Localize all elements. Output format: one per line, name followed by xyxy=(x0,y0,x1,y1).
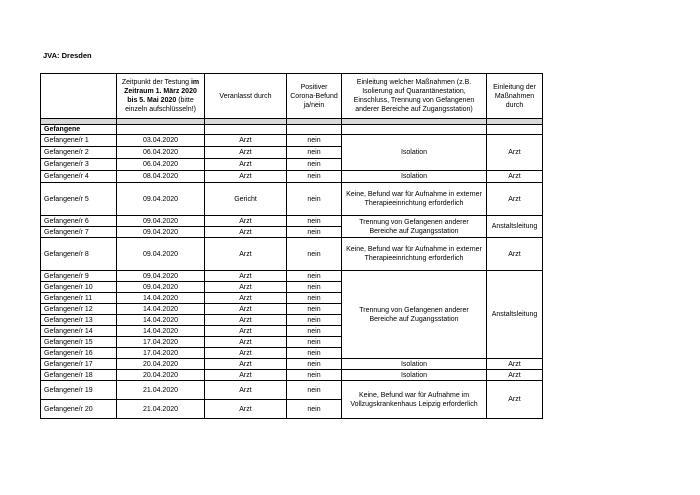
row-name: Gefangene/r 20 xyxy=(41,400,117,419)
row-name: Gefangene/r 5 xyxy=(41,183,117,216)
row-date: 09.04.2020 xyxy=(117,238,205,271)
row-result: nein xyxy=(287,359,342,370)
row-date: 14.04.2020 xyxy=(117,293,205,304)
row-result: nein xyxy=(287,326,342,337)
row-date: 09.04.2020 xyxy=(117,216,205,227)
row-result: nein xyxy=(287,216,342,227)
row-name: Gefangene/r 14 xyxy=(41,326,117,337)
header-row xyxy=(41,74,543,119)
row-name: Gefangene/r 2 xyxy=(41,147,117,159)
header-initiated-by: Veranlasst durch xyxy=(205,74,287,119)
row-measure: Keine, Befund war für Aufnahme im Vollzugskrankenhaus Leipzig erforderlich xyxy=(342,381,487,419)
row-date: 06.04.2020 xyxy=(117,147,205,159)
row-measure-by: Arzt xyxy=(487,238,543,271)
row-initiated-by: Arzt xyxy=(205,359,287,370)
row-measure: Trennung von Gefangenen anderer Bereiche auf Zugangsstation xyxy=(342,271,487,359)
row-initiated-by: Arzt xyxy=(205,271,287,282)
row-measure-by: Anstaltsleitung xyxy=(487,216,543,238)
row-name: Gefangene/r 11 xyxy=(41,293,117,304)
row-result: nein xyxy=(287,135,342,147)
row-measure: Isolation xyxy=(342,135,487,171)
row-name: Gefangene/r 8 xyxy=(41,238,117,271)
row-measure-by: Arzt xyxy=(487,359,543,370)
row-initiated-by: Arzt xyxy=(205,304,287,315)
table-row xyxy=(41,271,543,282)
row-initiated-by: Arzt xyxy=(205,227,287,238)
row-measure: Isolation xyxy=(342,359,487,370)
row-name: Gefangene/r 18 xyxy=(41,370,117,381)
row-initiated-by: Arzt xyxy=(205,400,287,419)
table-row xyxy=(41,381,543,400)
row-initiated-by: Arzt xyxy=(205,348,287,359)
table-row xyxy=(41,135,543,147)
row-initiated-by: Arzt xyxy=(205,293,287,304)
row-date: 17.04.2020 xyxy=(117,348,205,359)
row-name: Gefangene/r 9 xyxy=(41,271,117,282)
row-measure: Keine, Befund war für Aufnahme in externer Therapieeinrichtung erforderlich xyxy=(342,238,487,271)
header-test-date-bold-b: Zeitraum 1. März 2020 bis 5. Mai 2020 xyxy=(124,88,197,104)
row-measure: Isolation xyxy=(342,171,487,183)
row-initiated-by: Arzt xyxy=(205,135,287,147)
row-initiated-by: Arzt xyxy=(205,147,287,159)
row-initiated-by: Arzt xyxy=(205,381,287,400)
row-result: nein xyxy=(287,304,342,315)
row-result: nein xyxy=(287,348,342,359)
row-measure-by: Arzt xyxy=(487,183,543,216)
row-initiated-by: Arzt xyxy=(205,326,287,337)
row-name: Gefangene/r 15 xyxy=(41,337,117,348)
row-date: 21.04.2020 xyxy=(117,400,205,419)
table-row xyxy=(41,359,543,370)
row-result: nein xyxy=(287,147,342,159)
row-initiated-by: Arzt xyxy=(205,171,287,183)
row-date: 06.04.2020 xyxy=(117,159,205,171)
row-measure-by: Arzt xyxy=(487,171,543,183)
testing-table xyxy=(40,73,543,419)
row-measure-by: Arzt xyxy=(487,370,543,381)
row-result: nein xyxy=(287,227,342,238)
table-row xyxy=(41,171,543,183)
row-result: nein xyxy=(287,171,342,183)
row-date: 20.04.2020 xyxy=(117,359,205,370)
row-result: nein xyxy=(287,282,342,293)
row-initiated-by: Arzt xyxy=(205,238,287,271)
row-date: 21.04.2020 xyxy=(117,381,205,400)
row-name: Gefangene/r 6 xyxy=(41,216,117,227)
row-name: Gefangene/r 12 xyxy=(41,304,117,315)
header-measures: Einleitung welcher Maßnahmen (z.B. Isolierung auf Quarantänestation, Einschluss, Trennung von Gefangenen anderer Bereiche auf Zugangsstation) xyxy=(342,74,487,119)
row-name: Gefangene/r 13 xyxy=(41,315,117,326)
row-date: 08.04.2020 xyxy=(117,171,205,183)
row-initiated-by: Arzt xyxy=(205,216,287,227)
row-name: Gefangene/r 7 xyxy=(41,227,117,238)
table-row xyxy=(41,238,543,271)
row-result: nein xyxy=(287,315,342,326)
row-date: 09.04.2020 xyxy=(117,183,205,216)
header-test-date-pre: Zeitpunkt der Testung xyxy=(121,79,191,86)
row-initiated-by: Arzt xyxy=(205,159,287,171)
row-initiated-by: Arzt xyxy=(205,282,287,293)
table-row xyxy=(41,183,543,216)
row-date: 14.04.2020 xyxy=(117,315,205,326)
row-date: 09.04.2020 xyxy=(117,271,205,282)
table-row xyxy=(41,370,543,381)
row-initiated-by: Arzt xyxy=(205,337,287,348)
row-name: Gefangene/r 1 xyxy=(41,135,117,147)
row-result: nein xyxy=(287,183,342,216)
row-date: 14.04.2020 xyxy=(117,304,205,315)
row-measure: Keine, Befund war für Aufnahme in externer Therapieeinrichtung erforderlich xyxy=(342,183,487,216)
row-name: Gefangene/r 17 xyxy=(41,359,117,370)
row-measure: Trennung von Gefangenen anderer Bereiche auf Zugangsstation xyxy=(342,216,487,238)
row-initiated-by: Arzt xyxy=(205,370,287,381)
row-date: 09.04.2020 xyxy=(117,227,205,238)
row-initiated-by: Arzt xyxy=(205,315,287,326)
row-name: Gefangene/r 4 xyxy=(41,171,117,183)
row-result: nein xyxy=(287,159,342,171)
header-test-date-bold-a: im xyxy=(190,79,200,86)
row-name: Gefangene/r 3 xyxy=(41,159,117,171)
row-result: nein xyxy=(287,293,342,304)
table-row xyxy=(41,216,543,227)
row-measure-by: Arzt xyxy=(487,381,543,419)
row-result: nein xyxy=(287,238,342,271)
row-date: 09.04.2020 xyxy=(117,282,205,293)
row-date: 20.04.2020 xyxy=(117,370,205,381)
header-test-date xyxy=(117,74,205,119)
row-result: nein xyxy=(287,381,342,400)
page-title: JVA: Dresden xyxy=(43,51,92,60)
row-initiated-by: Gericht xyxy=(205,183,287,216)
row-name: Gefangene/r 10 xyxy=(41,282,117,293)
section-label: Gefangene xyxy=(41,125,117,135)
row-date: 03.04.2020 xyxy=(117,135,205,147)
row-result: nein xyxy=(287,271,342,282)
row-result: nein xyxy=(287,400,342,419)
row-date: 14.04.2020 xyxy=(117,326,205,337)
header-measures-by: Einleitung der Maßnahmen durch xyxy=(487,74,543,119)
row-result: nein xyxy=(287,337,342,348)
row-measure-by: Anstaltsleitung xyxy=(487,271,543,359)
row-measure: Isolation xyxy=(342,370,487,381)
header-positive-result: Positiver Corona-Befund ja/nein xyxy=(287,74,342,119)
row-date: 17.04.2020 xyxy=(117,337,205,348)
row-result: nein xyxy=(287,370,342,381)
row-measure-by: Arzt xyxy=(487,135,543,171)
header-test-date-post: (bitte einzeln aufschlüsseln!) xyxy=(125,97,196,113)
header-empty xyxy=(41,74,117,119)
row-name: Gefangene/r 19 xyxy=(41,381,117,400)
row-name: Gefangene/r 16 xyxy=(41,348,117,359)
section-row xyxy=(41,125,543,135)
